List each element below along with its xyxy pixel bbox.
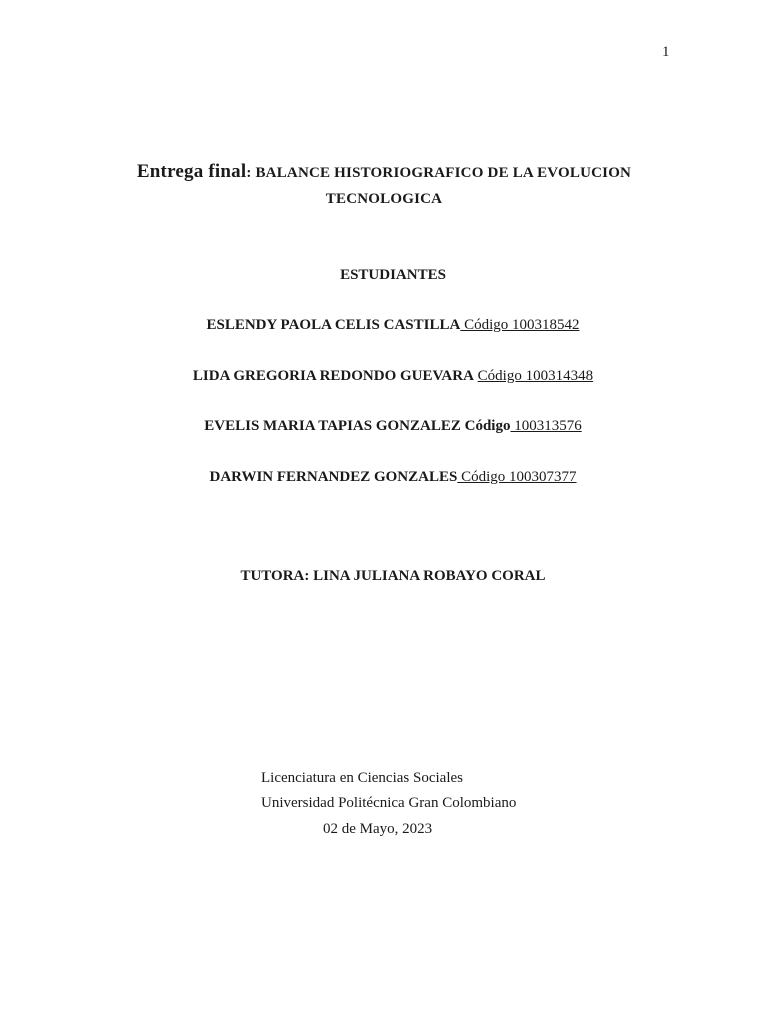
university-name: Universidad Politécnica Gran Colombiano	[261, 795, 517, 811]
page-number: 1	[662, 44, 670, 60]
tutor-line: TUTORA: LINA JULIANA ROBAYO CORAL	[240, 568, 546, 584]
student-name: EVELIS MARIA TAPIAS GONZALEZ Código	[204, 418, 511, 434]
student-name: LIDA GREGORIA REDONDO GUEVARA	[192, 368, 474, 384]
students-heading: ESTUDIANTES	[340, 267, 446, 283]
title-lead: Entrega final	[136, 161, 247, 182]
student-name: ESLENDY PAOLA CELIS CASTILLA	[206, 317, 461, 333]
student-code: Código 100307377	[457, 469, 577, 485]
student-code: Código 100314348	[477, 368, 594, 384]
student-code: Código 100318542	[460, 317, 580, 333]
student-entry	[0, 469, 768, 486]
title-continuation: TECNOLOGICA	[325, 191, 443, 207]
document-title	[0, 161, 768, 183]
title-main: BALANCE HISTORIOGRAFICO DE LA EVOLUCION	[255, 165, 632, 181]
title-separator: :	[246, 165, 256, 181]
student-entry	[0, 368, 768, 385]
student-name: DARWIN FERNANDEZ GONZALES	[209, 469, 458, 485]
student-entry	[0, 418, 768, 435]
student-entry	[0, 317, 768, 334]
submission-date: 02 de Mayo, 2023	[323, 821, 433, 837]
program-name: Licenciatura en Ciencias Sociales	[261, 770, 463, 786]
student-code: 100313576	[510, 418, 582, 434]
